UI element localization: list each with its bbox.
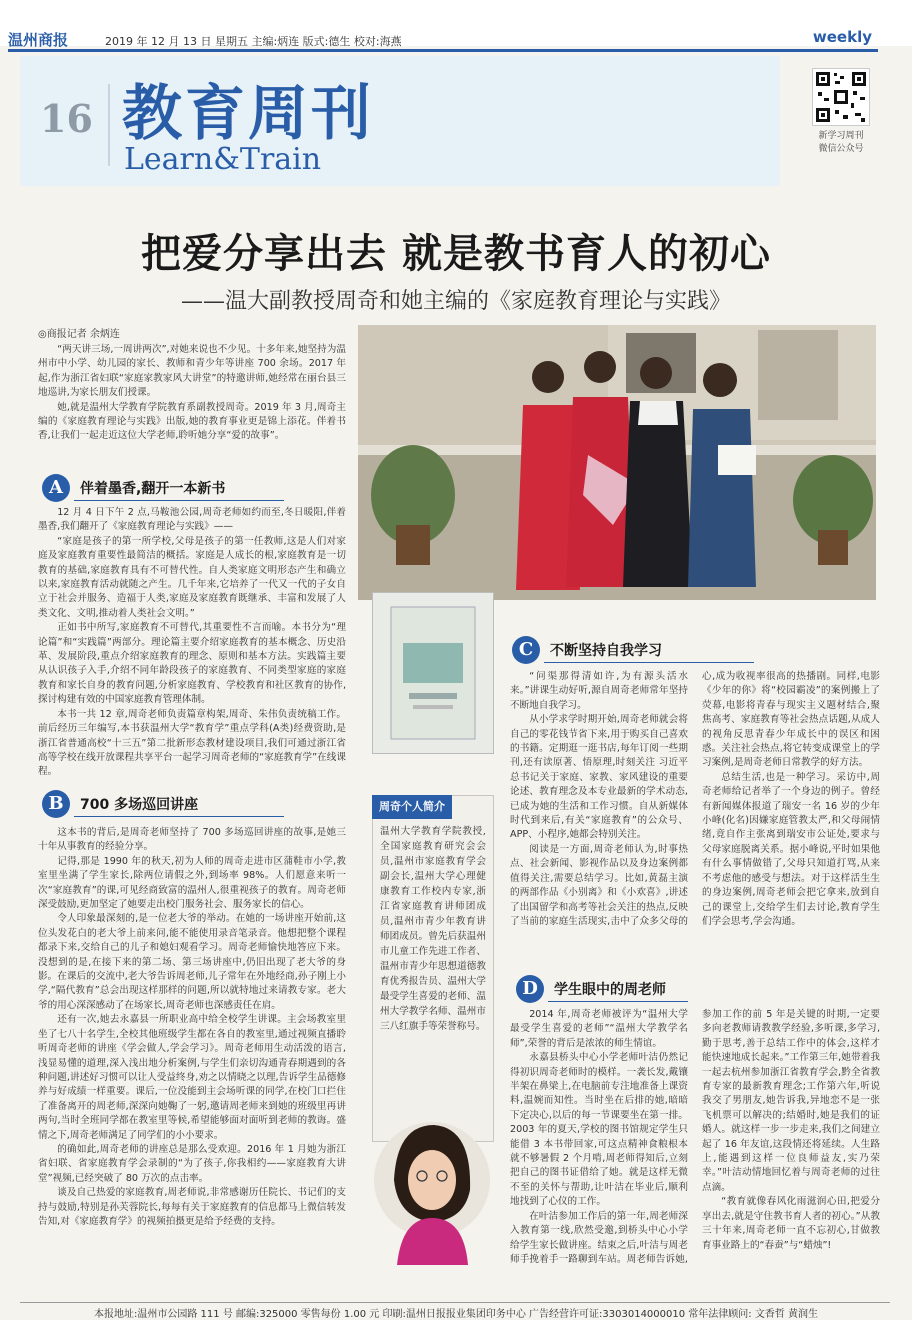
footer-rule bbox=[20, 1302, 890, 1303]
section-c-rule bbox=[544, 662, 754, 663]
section-d-badge: D bbox=[516, 975, 544, 1003]
group-photo bbox=[358, 325, 876, 600]
paper-name: 温州商报 bbox=[8, 31, 69, 49]
section-b-badge: B bbox=[42, 790, 70, 818]
qr-caption: 新学习周刊 微信公众号 bbox=[818, 131, 864, 154]
masthead bbox=[0, 0, 912, 49]
subheadline: ——温大副教授周奇和她主编的《家庭教育理论与实践》 bbox=[180, 289, 731, 314]
section-a-badge: A bbox=[42, 474, 70, 502]
section-d-title: 学生眼中的周老师 bbox=[554, 982, 666, 998]
section-d-heading bbox=[516, 975, 686, 1003]
section-d-body: 2014 年,周奇老师被评为“温州大学最受学生喜爱的老师”“温州大学教学名师”,荣誉的背后是浓浓的师生情谊。 永嘉县桥头中心小学老师叶洁仍然记得初识周奇老师时的模样。一袭长发,戴镶半架在鼻梁上,在电脑前专注地准备上课资料,温婉而知性。当时坐在后排的她,暗暗下定决心,以后的每一节课要坐在第一排。2003 年的夏天,学校的图书馆规定学生只能借 3 本书带回家,可这点精神食粮根本就不够暑假 2 个月啃,周老师得知后,立刻把自己的图书证借给了她。就是这样无微不至的关怀与帮助,让叶洁在毕业后,顺利地找到了心仪的工作。 在叶洁参加工作后的第一年,周老师深入教育第一线,欣然受邀,到桥头中心小学给学生家长做讲座。结束之后,叶洁与周老师手挽着手一路聊到车站。周老师告诉她,参加工作的前 5 年是关键的时期,一定要多向老教师请教教学经验,多听课,多学习,勤于思考,善于总结工作中的体会,这样才能快速地成长起来。”工作第三年,她带着我一起去杭州参加浙江省教育学会,黔全省教育专家的最新教育理念;工作第六年,听说我交了男朋友,她告诉我,异地恋不是一张飞机票可以解决的;结婚时,她是我们的证婚人。就这样一步一步走来,我们之间建立起了 16 年友谊,这段情还将延续。人生路上,能遇到这样一位良师益友,实乃荣幸。”叶洁动情地回忆着与周奇老师的过往点滴。 “教育就像春风化雨滋润心田,把爱分享出去,就是守住教书育人者的初心。”从教三十年来,周奇老师一直不忘初心,甘做教育事业路上的“春蚕”与“蜡烛”! bbox=[510, 1009, 880, 1265]
section-d-rule bbox=[548, 1001, 688, 1002]
footer-imprint: 本报地址:温州市公园路 111 号 邮编:325000 零售每份 1.00 元 印刷:温州日报报业集团印务中心 广告经营许可证:3303014000010 常年法律顾问: 文香哲 黄润生 bbox=[93, 1309, 819, 1320]
bio-text: 温州大学教育学院教授,全国家庭教育研究会会员,温州市家庭教育学会副会长,温州大学心理健康教育工作校内专家,浙江省家庭教育讲师团成员,温州市青少年教育讲师团成员。曾先后获温州市儿童工作先进工作者、温州市青少年思想道德教育优秀报告员、温州大学最受学生喜爱的老师、温州大学教学名师、温州市三八红旗手等荣誉称号。 bbox=[380, 826, 486, 1032]
issue-meta: 2019 年 12 月 13 日 星期五 主编:炳连 版式:德生 校对:海燕 bbox=[105, 35, 402, 48]
qr-code-icon[interactable] bbox=[812, 68, 870, 126]
section-a-title: 伴着墨香,翻开一本新书 bbox=[80, 481, 226, 497]
column-subtitle: Learn&Train bbox=[124, 142, 322, 177]
section-c-body: “问渠那得清如许,为有源头活水来。”讲课生动好听,源自周奇老师常年坚持不断地自我学习。 从小学求学时期开始,周奇老师就会将自己的零花钱节省下来,用于购买自己喜欢的书籍。定期逛一逛书店,每年订阅一些期刊,还有读原著、悟原理,时刻关注 习近平总书记关于家庭、家教、家风建设的重要论述、教育理念及本专业最新的学术动态,已成为她的生活和工作习惯。自从新媒体时代到来后,有关“家庭教育”的公众号、APP、小程序,她都会特别关注。 阅读是一方面,周奇老师认为,时事热点、社会新闻、影视作品以及身边案例都值得关注,需要总结学习。比如,黄磊主演的两部作品《小别离》和《小欢喜》,讲述了出国留学和高考等社会关注的热点,反映了当前的家庭生活现实,击中了众多父母的心,成为收视率很高的热播剧。同样,电影《少年的你》将“校园霸凌”的案例搬上了荧幕,电影将青春与现实主义题材结合,聚焦高考、家庭教育等社会热点话题,从成人的视角反思青春少年成长中的误区和困惑。关注社会热点,将它转变成课堂上的学习案例,是周奇老师日常教学的好方法。 总结生活,也是一种学习。采访中,周奇老师给记者举了一个身边的例子。曾经有新闻媒体报道了瑞安一名 16 岁的少年小峰(化名)因嫌家庭管教太严,和父母闹情绪,竟自作主张离到瑞安市公证处,要求与父母家庭脱离关系。据小峰说,平时如果他有什么事情做错了,父母只知道打骂,从来不考虑他的感受与想法。对于这样活生生的身边案例,周奇老师会把它拿来,放到自己的课堂上,交给学生们去讨论,教育学生们学会思考,学会沟通。 bbox=[510, 671, 880, 927]
page-number: 16 bbox=[40, 96, 93, 141]
headline: 把爱分享出去 就是教书育人的初心 bbox=[141, 231, 771, 277]
weekly-label: weekly bbox=[812, 28, 872, 46]
intro-text: “两天讲三场,一周讲两次”,对她来说也不少见。十多年来,她坚持为温州市中小学、幼儿园的家长、教师和青少年等讲座 700 余场。2017 年起,作为浙江省妇联“家庭家教家风大讲堂”的特邀讲师,她经常在丽台县三地巡讲,为家长朋友们授课。 她,就是温州大学教育学院教育系副教授周奇。2019 年 3 月,周奇主编的《家庭教育理论与实践》出版,她的教育事业更是锦上添花。伴着书香,让我们一起走近这位大学老师,聆听她分享“爱的故事”。 bbox=[38, 344, 346, 442]
bio-title: 周奇个人简介 bbox=[372, 795, 452, 819]
masthead-rule bbox=[8, 49, 878, 52]
section-b-title: 700 多场巡回讲座 bbox=[80, 797, 199, 813]
byline: ◎商报记者 余炳连 bbox=[38, 329, 120, 340]
section-b-body: 这本书的背后,是周奇老师坚持了 700 多场巡回讲座的故事,是她三十年从事教育的经验分享。 记得,那是 1990 年的秋天,初为人师的周奇走进市区蒲鞋市小学,教室里坐满了学生家长,除两位请假之外,到场率 98%。人们愿意来听一次“家庭教育”的课,可见经商致富的温州人,很重视孩子的教育。周奇老师深受鼓励,更加坚定了她要走出校门服务社会、服务家长的信心。 令人印象最深刻的,是一位老大爷的举动。在她的一场讲座开始前,这位头发花白的老大爷上前来问,能不能使用录音笔录音。他想把整个课程都录下来,交给自己的儿子和媳妇观看学习。周奇老师愉快地答应下来。没想到的是,在接下来的第二场、第三场讲座中,仍旧出现了老大爷的身影。在课后的交流中,老大爷告诉周老师,儿子常年在外地经商,孙子刚上小学,“隔代教育”总会出现这样那样的问题,所以就特地过来请教专家。老大爷的用心深深感动了在场家长,周奇老师也深感责任在肩。 还有一次,她去永嘉县一所职业高中给全校学生讲课。主会场教室里坐了七八十名学生,全校其他班级学生都在各自的教室里,通过视频直播聆听周奇老师的讲座《学会做人,学会学习》。周奇老师用生动活泼的语言,浅显易懂的道理,深入浅出地分析案例,与学生们亲切沟通青春期遇到的各种问题,讲述好习惯可以让人受益终身,劝之以情晓之以理,告诉学生品德修养与好成绩一样重要。课后,一位没能到主会场听课的同学,在校门口拦住了准备离开的周老师,深深向她鞠了一躬,邀请周老师来到她的班级里再讲两句,当时全班同学都在教室里等候,希望能够面对面听到老师的教诲。盛情之下,周奇老师满足了同学们的小小要求。 的确如此,周奇老师的讲座总是那么受欢迎。2016 年 1 月她为浙江省妇联、省家庭教育学会录制的“为了孩子,你我相约——家庭教育大讲堂”视频,已经突破了 80 万次的点击率。 谈及自己热爱的家庭教育,周老师说,非常感谢历任院长、书记们的支持与鼓励,特别是孙芙蓉院长,每每有关于家庭教育的信息都马上微信转发告知,对《家庭教育学》的视频拍摄更是给予经费的支持。 bbox=[38, 827, 346, 1227]
book-cover-image bbox=[372, 592, 494, 754]
section-b-rule bbox=[74, 816, 284, 817]
section-c-heading bbox=[512, 636, 812, 664]
banner-divider bbox=[108, 84, 110, 166]
intro-block bbox=[38, 343, 346, 444]
section-c-badge: C bbox=[512, 636, 540, 664]
section-c-title: 不断坚持自我学习 bbox=[550, 643, 662, 659]
section-b-heading bbox=[42, 790, 342, 818]
section-a-heading bbox=[42, 474, 342, 502]
portrait-photo bbox=[372, 1110, 492, 1265]
section-a-rule bbox=[74, 500, 284, 501]
section-a-body: 12 月 4 日下午 2 点,马鞍池公园,周奇老师如约而至,冬日暖阳,伴着墨香,我们翻开了《家庭教育理论与实践》—— “家庭是孩子的第一所学校,父母是孩子的第一任教师,这是人们对家庭及家庭教育重要性最简洁的概括。家庭是人成长的根,家庭教育是一切教育的基础,家庭教育具有不可替代性。自人类家庭文明形态产生和确立以来,家庭教育活动就随之产生。几千年来,它培养了一代又一代的子女自立于社会并服务、造福于人类,家庭及家庭教育既继承、丰富和发展了人类文化、文明,推动着人类社会文明。” 正如书中所写,家庭教育不可替代,其重要性不言而喻。本书分为“理论篇”和“实践篇”两部分。理论篇主要介绍家庭教育的基本概念、历史沿革、发展阶段,重点介绍家庭教育的理念、原则和基本方法。实践篇主要从认识孩子入手,介绍不同年龄段孩子的家庭教育、不同类型家庭的家庭教育和家长自身的教育问题,分析家庭教育、学校教育和社区教育的协作,探讨构建有效的中国家庭教育管理体制。 本书一共 12 章,周奇老师负责篇章构架,周奇、朱伟负责统稿工作。前后经历三年编写,本书获温州大学“教育学”重点学科(A类)经费资助,是浙江省普通高校“十三五”第二批新形态教材建设项目,我们可通过浙江省高等学校在线开放课程共享平台一起学习周奇老师的“家庭教育学”在线课程。 bbox=[38, 507, 346, 778]
column-title: 教育周刊 bbox=[122, 79, 374, 149]
